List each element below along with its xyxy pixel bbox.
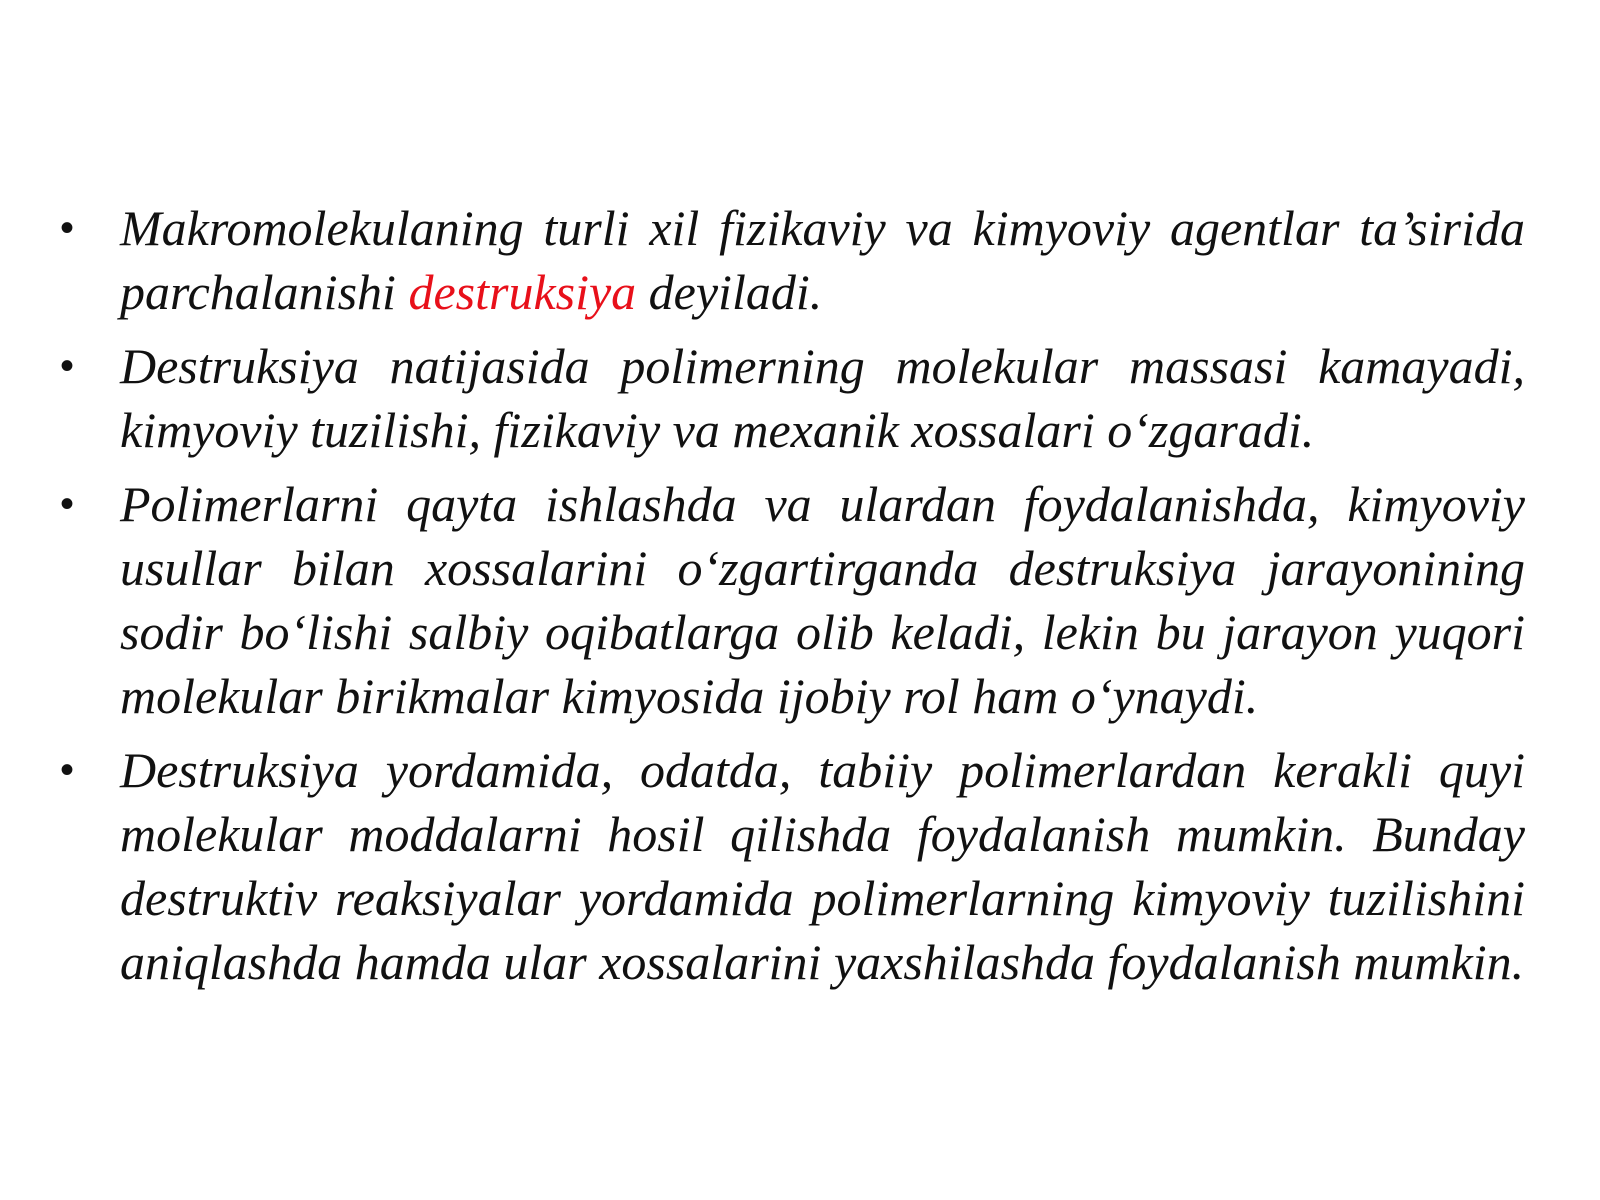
- bullet-icon: •: [60, 344, 75, 388]
- bullet-text-end: deyiladi.: [636, 264, 823, 320]
- bullet-item-destruction-result: [60, 334, 1525, 462]
- bullet-item-destruction-definition: [60, 196, 1525, 324]
- bullet-item-destruction-uses: [60, 738, 1525, 994]
- bullet-text-start: Makromolekulaning turli xil fizikaviy va kimyoviy agentlar ta’sirida parchalanishi: [120, 200, 1525, 320]
- bullet-text: Destruksiya yordamida, odatda, tabiiy polimerlardan kerakli quyi molekular moddalarni hosil qilishda foydalanish mumkin. Bunday destruktiv reaksiyalar yordamida polimerlarning kimyoviy tuzilishini aniqlashda hamda ular xossalarini yaxshilashda foydalanish mumkin.: [120, 742, 1525, 990]
- bullet-text: Destruksiya natijasida polimerning molekular massasi kamayadi, kimyoviy tuzilishi, fizikaviy va mexanik xossalari o‘zgaradi.: [120, 338, 1525, 458]
- bullet-icon: •: [60, 206, 75, 250]
- bullet-text: Polimerlarni qayta ishlashda va ulardan foydalanishda, kimyoviy usullar bilan xossalarini o‘zgartirganda destruksiya jarayonining sodir bo‘lishi salbiy oqibatlarga olib keladi, lekin bu jarayon yuqori molekular birikmalar kimyosida ijobiy rol ham o‘ynaydi.: [120, 476, 1525, 724]
- bullet-item-destruction-effects: [60, 472, 1525, 728]
- bullet-icon: •: [60, 748, 75, 792]
- bullet-list: [60, 196, 1525, 1004]
- highlighted-term: destruksiya: [408, 264, 637, 320]
- bullet-icon: •: [60, 482, 75, 526]
